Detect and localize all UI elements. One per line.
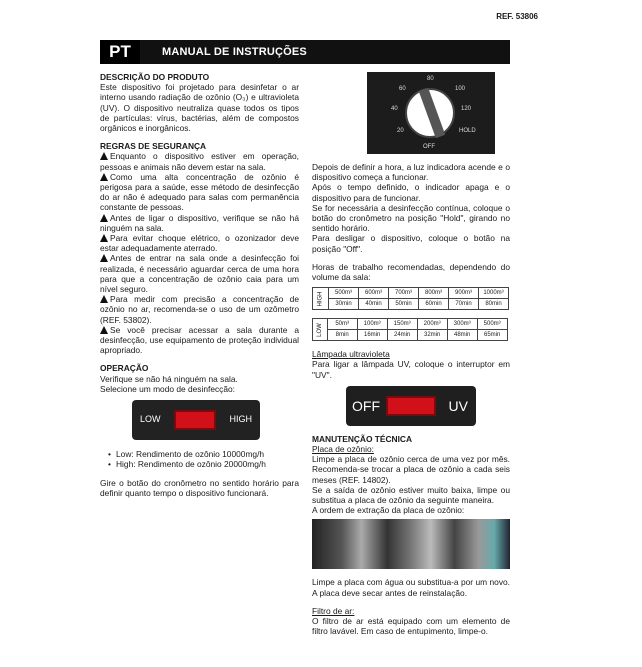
uv-text: Para ligar a lâmpada UV, coloque o interruptor em "UV". [312, 359, 510, 380]
left-column [100, 72, 299, 498]
uv-off-label: OFF [352, 397, 380, 414]
table-cell: 80min [479, 299, 509, 310]
dial-label: 80 [427, 76, 434, 82]
table-cell: 8min [327, 330, 357, 341]
warning-icon [100, 214, 108, 222]
manual-title: MANUAL DE INSTRUÇÕES [162, 46, 307, 58]
dial-label: 120 [461, 106, 472, 112]
table-cell: 65min [477, 330, 507, 341]
table-cell: 100m³ [357, 319, 387, 330]
safety-rules [100, 151, 299, 355]
table-cell: 700m³ [389, 288, 419, 299]
uv-heading: Lâmpada ultravioleta [312, 349, 390, 360]
header-bar [100, 40, 510, 64]
table-side-label: HIGH [313, 288, 329, 310]
timer-text: Gire o botão do cronômetro no sentido horário para definir quanto tempo o dispositivo funcionará. [100, 477, 299, 498]
language-code: PT [100, 40, 140, 64]
table-cell: 70min [449, 299, 479, 310]
reference-number: REF. 53806 [496, 12, 538, 21]
timer-dial[interactable] [367, 72, 495, 154]
maintenance-heading: MANUTENÇÃO TÉCNICA [312, 433, 413, 444]
mode-list [108, 449, 299, 469]
plate-text: Limpe a placa de ozônio cerca de uma vez por mês. Recomenda-se trocar a placa de ozônio a cada seis meses (REF. 14802). Se a saída de ozônio estiver muito baixa, limpe ou substitua a placa de ozônio da seguinte maneira. A ordem de extração da placa de ozônio: [312, 454, 510, 516]
table-cell: 600m³ [359, 288, 389, 299]
safety-rule: Para evitar choque elétrico, o ozonizador deve estar adequadamente aterrado. [100, 233, 299, 254]
table-cell: 32min [417, 330, 447, 341]
high-table [312, 287, 509, 310]
dial-label: 60 [399, 86, 406, 92]
table-cell: 50min [389, 299, 419, 310]
warning-icon [100, 173, 108, 181]
warning-icon [100, 295, 108, 303]
table-cell: 500m³ [477, 319, 507, 330]
dial-label: 20 [397, 128, 404, 134]
table-cell: 150m³ [387, 319, 417, 330]
rocker-button[interactable] [174, 410, 216, 430]
safety-rule: Para medir com precisão a concentração de ozônio no ar, recomenda-se o uso de um ozômetro (REF. 53802). [100, 294, 299, 325]
switch-high-label: HIGH [229, 414, 252, 425]
hours-text: Horas de trabalho recomendadas, dependendo do volume da sala: [312, 261, 510, 283]
right-column [312, 72, 510, 636]
dial-label: 100 [455, 86, 466, 92]
rocker-button[interactable] [386, 396, 436, 416]
warning-icon [100, 234, 108, 242]
table-cell: 1000m³ [479, 288, 509, 299]
operation-heading: OPERAÇÃO [100, 363, 149, 374]
low-table [312, 318, 508, 341]
table-cell: 900m³ [449, 288, 479, 299]
table-cell: 30min [329, 299, 359, 310]
uv-on-label: UV [448, 397, 468, 414]
list-item: • Low: Rendimento de ozônio 10000mg/h [108, 449, 299, 459]
table-cell: 200m³ [417, 319, 447, 330]
table-cell: 500m³ [329, 288, 359, 299]
dial-label: 40 [391, 106, 398, 112]
safety-rule: Se você precisar acessar a sala durante a desinfecção, use equipamento de proteção individual apropriado. [100, 324, 299, 356]
product-description-heading: DESCRIÇÃO DO PRODUTO [100, 72, 210, 82]
table-side-label: LOW [313, 319, 328, 341]
after-photo-text: Limpe a placa com água ou substitua-a por um novo. A placa deve secar antes de reinstalação. [312, 577, 510, 598]
safety-heading: REGRAS DE SEGURANÇA [100, 141, 207, 152]
dial-label: HOLD [459, 128, 476, 134]
dial-label: OFF [423, 144, 435, 150]
filter-heading: Filtro de ar: [312, 605, 355, 616]
safety-rule: Antes de entrar na sala onde a desinfecção foi realizada, é necessário aguardar cerca de uma hora para que a concentração de ozônio caia para um nível seguro. [100, 253, 299, 295]
product-description-text: Este dispositivo foi projetado para desinfetar o ar interno usando radiação de ozônio (O₃) e ultravioleta (UV). O dispositivo neutraliza quase todos os tipos de partículas: vírus, bactérias, além de compostos orgânicos e inorgânicos. [100, 82, 299, 134]
table-cell: 16min [357, 330, 387, 341]
table-cell: 800m³ [419, 288, 449, 299]
safety-rule: Como uma alta concentração de ozônio é perigosa para a saúde, esse método de desinfecção do ar não é adequado para salas com permanência constante de pessoas. [100, 171, 299, 213]
table-cell: 50m³ [327, 319, 357, 330]
uv-switch[interactable] [346, 386, 476, 426]
plate-extraction-photo [312, 519, 510, 569]
table-cell: 40min [359, 299, 389, 310]
safety-rule: Antes de ligar o dispositivo, verifique se não há ninguém na sala. [100, 212, 299, 233]
mode-switch[interactable] [132, 400, 260, 440]
plate-heading: Placa de ozônio: [312, 444, 374, 455]
warning-icon [100, 254, 108, 262]
table-cell: 60min [419, 299, 449, 310]
dial-instructions: Depois de definir a hora, a luz indicadora acende e o dispositivo começa a funcionar. Após o tempo definido, o indicador apaga e o dispositivo para de funcionar. Se for necessária a desinfecção contínua, coloque o botão do cronômetro na posição "Hold", girando no sentido horário. Para desligar o dispositivo, coloque o botão na posição "Off". [312, 162, 510, 254]
table-cell: 24min [387, 330, 417, 341]
safety-rule: Enquanto o dispositivo estiver em operação, pessoas e animais não devem estar na sala. [100, 151, 299, 172]
warning-icon [100, 326, 108, 334]
table-cell: 300m³ [447, 319, 477, 330]
list-item: • High: Rendimento de ozônio 20000mg/h [108, 459, 299, 469]
operation-text: Verifique se não há ninguém na sala. Selecione um modo de desinfecção: [100, 373, 238, 394]
warning-icon [100, 152, 108, 160]
switch-low-label: LOW [140, 414, 161, 425]
filter-text: O filtro de ar está equipado com um elemento de filtro lavável. Em caso de entupimento, limpe-o. [312, 616, 510, 637]
table-cell: 48min [447, 330, 477, 341]
